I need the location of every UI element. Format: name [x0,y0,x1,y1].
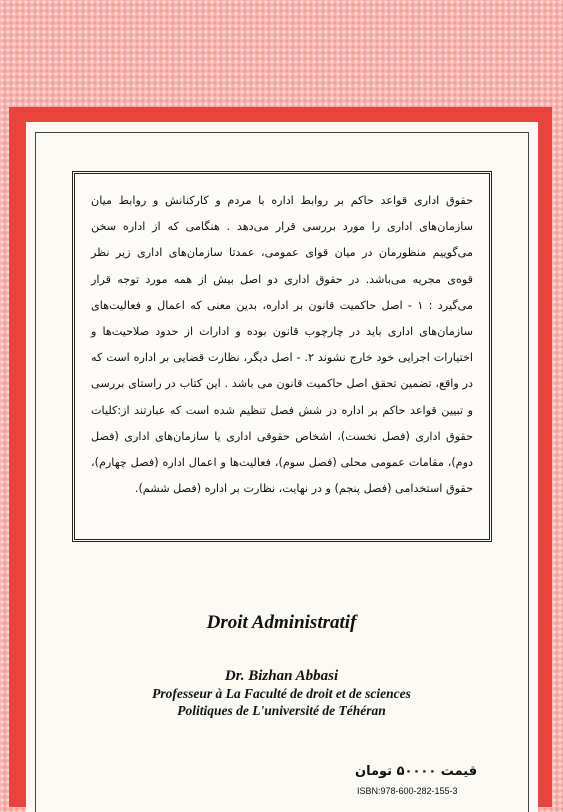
author-name: Dr. Bizhan Abbasi [224,668,339,684]
isbn-label: ISBN:978-600-282-155-3 [357,786,458,796]
book-title-french: Droit Administratif [206,612,357,633]
author-affiliation-line2: Politiques de L'université de Téhéran [177,703,386,718]
abstract-box [72,171,492,542]
price-label: قیمت ۵۰۰۰۰ تومان [355,764,478,779]
author-block [0,667,563,719]
abstract-text: حقوق اداری قواعد حاکم بر روابط اداره با مردم و کارکنانش و روابط میان سازمان‌های اداری را مورد بررسی قرار می‌دهد . هنگامی که از اداره سخن می‌گوییم منظورمان در میان قوای عمومی، عمدتا سازمان‌های اداری زیر نظر قوه‌ی مجریه می‌باشد. در حقوق اداری دو اصل بیش از همه مورد توجه قرار می‌گیرد : ۱ - اصل حاکمیت قانون بر اداره، بدین معنی که اعمال و فعالیت‌های سازمان‌های اداری باید در چارچوب قانون بوده و ادارات از حدود صلاحیت‌ها و اختیارات اجرایی خود خارج نشوند ۲. - اصل دیگر، نظارت قضایی بر اداره است که در واقع، تضمین تحقق اصل حاکمیت قانون می باشد . این کتاب در راستای بررسی و تبیین قواعد حاکم بر اداره در شش فصل تنظیم شده است که عبارتند از:کلیات حقوق اداری (فصل نخست)، اشخاص حقوقی اداری یا سازمان‌های اداری (فصل دوم)، مقامات عمومی محلی (فصل سوم)، فعالیت‌ها و اعمال اداره (فصل چهارم)، حقوق استخدامی (فصل پنجم) و در نهایت، نظارت بر اداره (فصل ششم). [91,194,473,496]
author-affiliation-line1: Professeur à La Faculté de droit et de sciences [152,686,411,701]
